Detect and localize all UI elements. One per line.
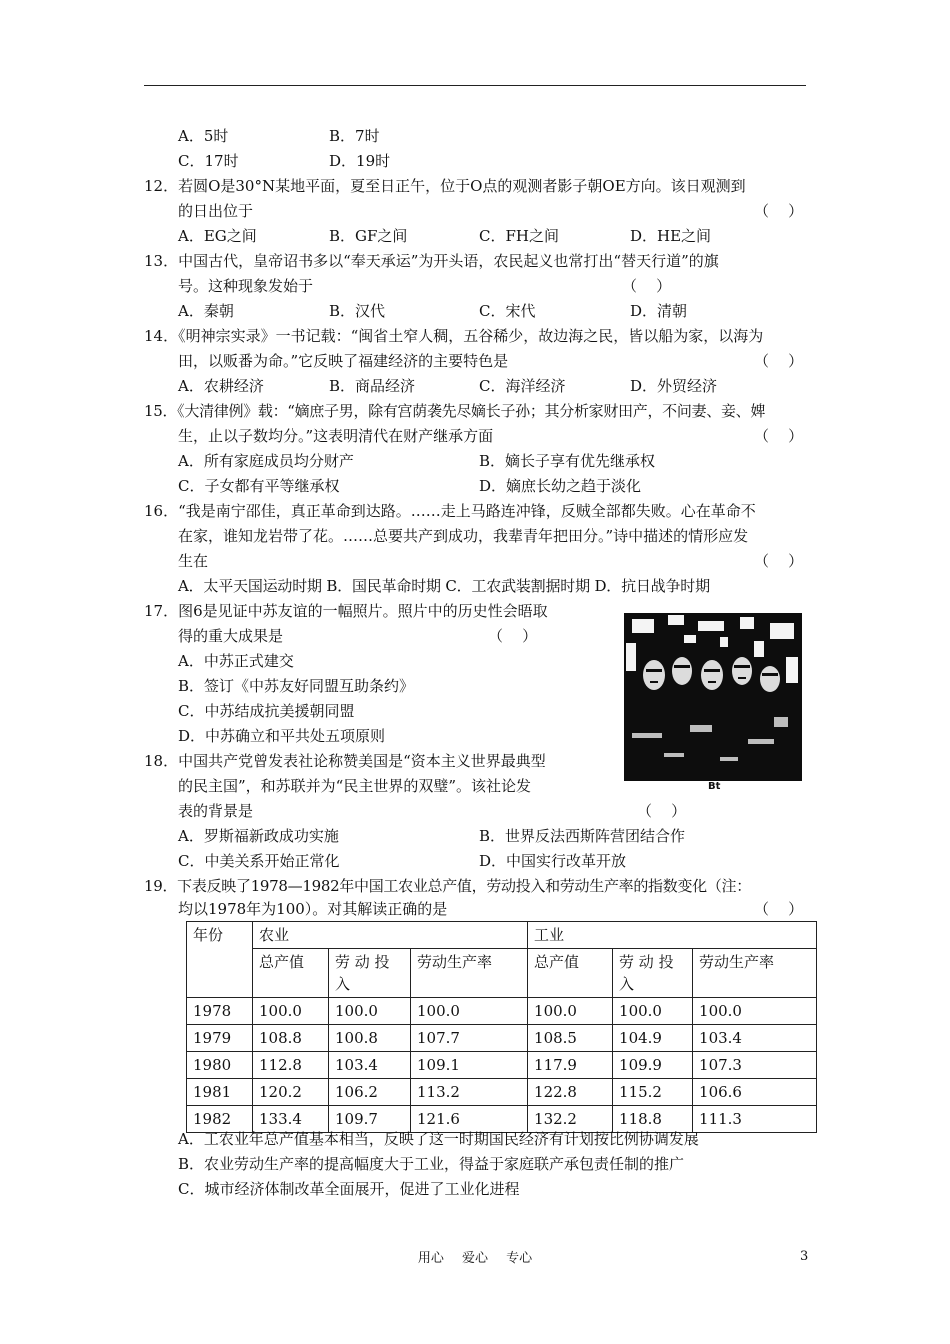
q12-option-c: C．FH之间	[479, 227, 559, 245]
q13-stem-line2: 号。这种现象发始于	[178, 277, 314, 295]
q13-stem-line1: 13．中国古代，皇帝诏书多以“奉天承运”为开头语，农民起义也常打出“替天行道”的旗	[144, 252, 719, 270]
q12-stem-line1: 12．若圆O是30°N某地平面，夏至日正午，位于O点的观测者影子朝OE方向。该日观测到	[144, 177, 746, 195]
q11-option-a: A．5时	[178, 127, 229, 145]
subheader-agri-output: 总产值	[253, 949, 329, 998]
q13-option-c: C．宋代	[479, 302, 536, 320]
table-cell: 1979	[187, 1025, 253, 1052]
table-row	[187, 1052, 817, 1079]
q14-stem-line2: 田，以贩番为命。”它反映了福建经济的主要特色是	[178, 352, 509, 370]
q18-option-b: B．世界反法西斯阵营团结合作	[479, 827, 686, 845]
table-cell: 111.3	[693, 1106, 817, 1133]
q18-option-c: C．中美关系开始正常化	[178, 852, 340, 870]
q14-option-b: B．商品经济	[329, 377, 416, 395]
q16-stem-line3: 生在	[178, 552, 209, 570]
table-cell: 115.2	[613, 1079, 693, 1106]
table-cell: 113.2	[411, 1079, 528, 1106]
subheader-agri-productivity: 劳动生产率	[411, 949, 528, 998]
q16-answer-paren: （ ）	[754, 552, 804, 570]
table-cell: 104.9	[613, 1025, 693, 1052]
q18-option-a: A．罗斯福新政成功实施	[178, 827, 339, 845]
subheader-ind-productivity: 劳动生产率	[693, 949, 817, 998]
q16-stem-line1: 16．“我是南宁邵佳，真正革命到达路。……走上马路连冲锋，反贼全部都失败。心在革命不	[144, 502, 756, 520]
table-header-row	[187, 922, 817, 949]
table-cell: 100.0	[528, 998, 613, 1025]
q19-option-b: B．农业劳动生产率的提高幅度大于工业，得益于家庭联产承包责任制的推广	[178, 1155, 685, 1173]
q15-stem-line1: 15．《大清律例》载：“嫡庶子男，除有宫荫袭先尽嫡长子孙；其分析家财田产，不问妻、妾、婢	[144, 402, 766, 420]
q15-option-a: A．所有家庭成员均分财产	[178, 452, 354, 470]
header-agriculture: 农业	[253, 922, 528, 949]
q13-answer-paren: （ ）	[622, 277, 672, 295]
photo-caption: Bt	[708, 781, 721, 789]
q19-stem-line1: 19．下表反映了1978—1982年中国工农业总产值，劳动投入和劳动生产率的指数变化（注：	[144, 877, 751, 895]
table-cell: 100.8	[329, 1025, 411, 1052]
sino-soviet-photo	[624, 613, 802, 789]
q17-option-d: D．中苏确立和平共处五项原则	[178, 727, 386, 745]
q18-stem-line3: 表的背景是	[178, 802, 254, 820]
q17-option-a: A．中苏正式建交	[178, 652, 294, 670]
table-cell: 108.5	[528, 1025, 613, 1052]
table-cell: 106.6	[693, 1079, 817, 1106]
table-cell: 100.0	[693, 998, 817, 1025]
table-row	[187, 998, 817, 1025]
table-cell: 1978	[187, 998, 253, 1025]
q19-answer-paren: （ ）	[754, 900, 804, 918]
table-cell: 112.8	[253, 1052, 329, 1079]
q19-stem-line2: 均以1978年为100）。对其解读正确的是	[178, 900, 448, 918]
q13-option-a: A．秦朝	[178, 302, 234, 320]
table-row	[187, 1079, 817, 1106]
table-cell: 118.8	[613, 1106, 693, 1133]
q16-options: A．太平天国运动时期 B．国民革命时期 C．工农武装割据时期 D．抗日战争时期	[178, 577, 710, 595]
q15-option-b: B．嫡长子享有优先继承权	[479, 452, 656, 470]
q18-option-d: D．中国实行改革开放	[479, 852, 627, 870]
page-footer: 用心 爱心 专心	[417, 1251, 533, 1266]
header-rule	[144, 85, 806, 86]
q17-answer-paren: （ ）	[488, 627, 538, 645]
q13-option-b: B．汉代	[329, 302, 386, 320]
table-cell: 132.2	[528, 1106, 613, 1133]
table-cell: 109.9	[613, 1052, 693, 1079]
table-cell: 117.9	[528, 1052, 613, 1079]
q15-option-d: D．嫡庶长幼之趋于淡化	[479, 477, 642, 495]
table-cell: 133.4	[253, 1106, 329, 1133]
table-cell: 1981	[187, 1079, 253, 1106]
q17-option-c: C．中苏结成抗美援朝同盟	[178, 702, 355, 720]
q14-option-c: C．海洋经济	[479, 377, 566, 395]
q13-option-d: D．清朝	[630, 302, 688, 320]
q14-option-a: A．农耕经济	[178, 377, 264, 395]
q16-stem-line2: 在家，谁知龙岩带了花。……总要共产到成功，我辈青年把田分。”诗中描述的情形应发	[178, 527, 749, 545]
q11-option-b: B．7时	[329, 127, 380, 145]
table-subheader-row	[187, 949, 817, 998]
q15-option-c: C．子女都有平等继承权	[178, 477, 340, 495]
table-cell: 108.8	[253, 1025, 329, 1052]
q19-option-c: C．城市经济体制改革全面展开，促进了工业化进程	[178, 1180, 520, 1198]
q12-option-b: B．GF之间	[329, 227, 408, 245]
q12-option-d: D．HE之间	[630, 227, 712, 245]
table-row	[187, 1025, 817, 1052]
table-cell: 100.0	[411, 998, 528, 1025]
q14-answer-paren: （ ）	[754, 352, 804, 370]
q12-option-a: A．EG之间	[178, 227, 257, 245]
q17-stem-line2: 得的重大成果是	[178, 627, 284, 645]
q17-option-b: B．签订《中苏友好同盟互助条约》	[178, 677, 415, 695]
subheader-agri-labor: 劳 动 投入	[329, 949, 411, 998]
header-year: 年份	[187, 922, 253, 998]
table-cell: 103.4	[329, 1052, 411, 1079]
q14-option-d: D．外贸经济	[630, 377, 718, 395]
table-cell: 100.0	[329, 998, 411, 1025]
table-cell: 106.2	[329, 1079, 411, 1106]
table-cell: 100.0	[613, 998, 693, 1025]
table-cell: 122.8	[528, 1079, 613, 1106]
table-cell: 107.7	[411, 1025, 528, 1052]
q12-stem-line2: 的日出位于	[178, 202, 254, 220]
subheader-ind-labor: 劳 动 投入	[613, 949, 693, 998]
table-cell: 109.1	[411, 1052, 528, 1079]
header-industry: 工业	[528, 922, 817, 949]
index-table	[186, 921, 817, 1133]
table-cell: 121.6	[411, 1106, 528, 1133]
q18-stem-line1: 18．中国共产党曾发表社论称赞美国是“资本主义世界最典型	[144, 752, 546, 770]
table-cell: 1980	[187, 1052, 253, 1079]
q11-option-d: D．19时	[329, 152, 391, 170]
q18-stem-line2: 的民主国”，和苏联并为“民主世界的双璧”。该社论发	[178, 777, 532, 795]
table-cell: 1982	[187, 1106, 253, 1133]
table-cell: 100.0	[253, 998, 329, 1025]
q19-option-a: A．工农业年总产值基本相当，反映了这一时期国民经济有计划按比例协调发展	[178, 1130, 699, 1148]
table-cell: 109.7	[329, 1106, 411, 1133]
table-cell: 120.2	[253, 1079, 329, 1106]
table-cell: 103.4	[693, 1025, 817, 1052]
q15-stem-line2: 生，止以子数均分。”这表明清代在财产继承方面	[178, 427, 494, 445]
q12-answer-paren: （ ）	[754, 202, 804, 220]
table-cell: 107.3	[693, 1052, 817, 1079]
q15-answer-paren: （ ）	[754, 427, 804, 445]
q18-answer-paren: （ ）	[637, 802, 687, 820]
page-number: 3	[800, 1249, 809, 1264]
q17-stem-line1: 17．图6是见证中苏友谊的一幅照片。照片中的历史性会晤取	[144, 602, 548, 620]
subheader-ind-output: 总产值	[528, 949, 613, 998]
q11-option-c: C．17时	[178, 152, 239, 170]
q14-stem-line1: 14．《明神宗实录》一书记载：“闽省土窄人稠，五谷稀少，故边海之民，皆以船为家，以海为	[144, 327, 764, 345]
